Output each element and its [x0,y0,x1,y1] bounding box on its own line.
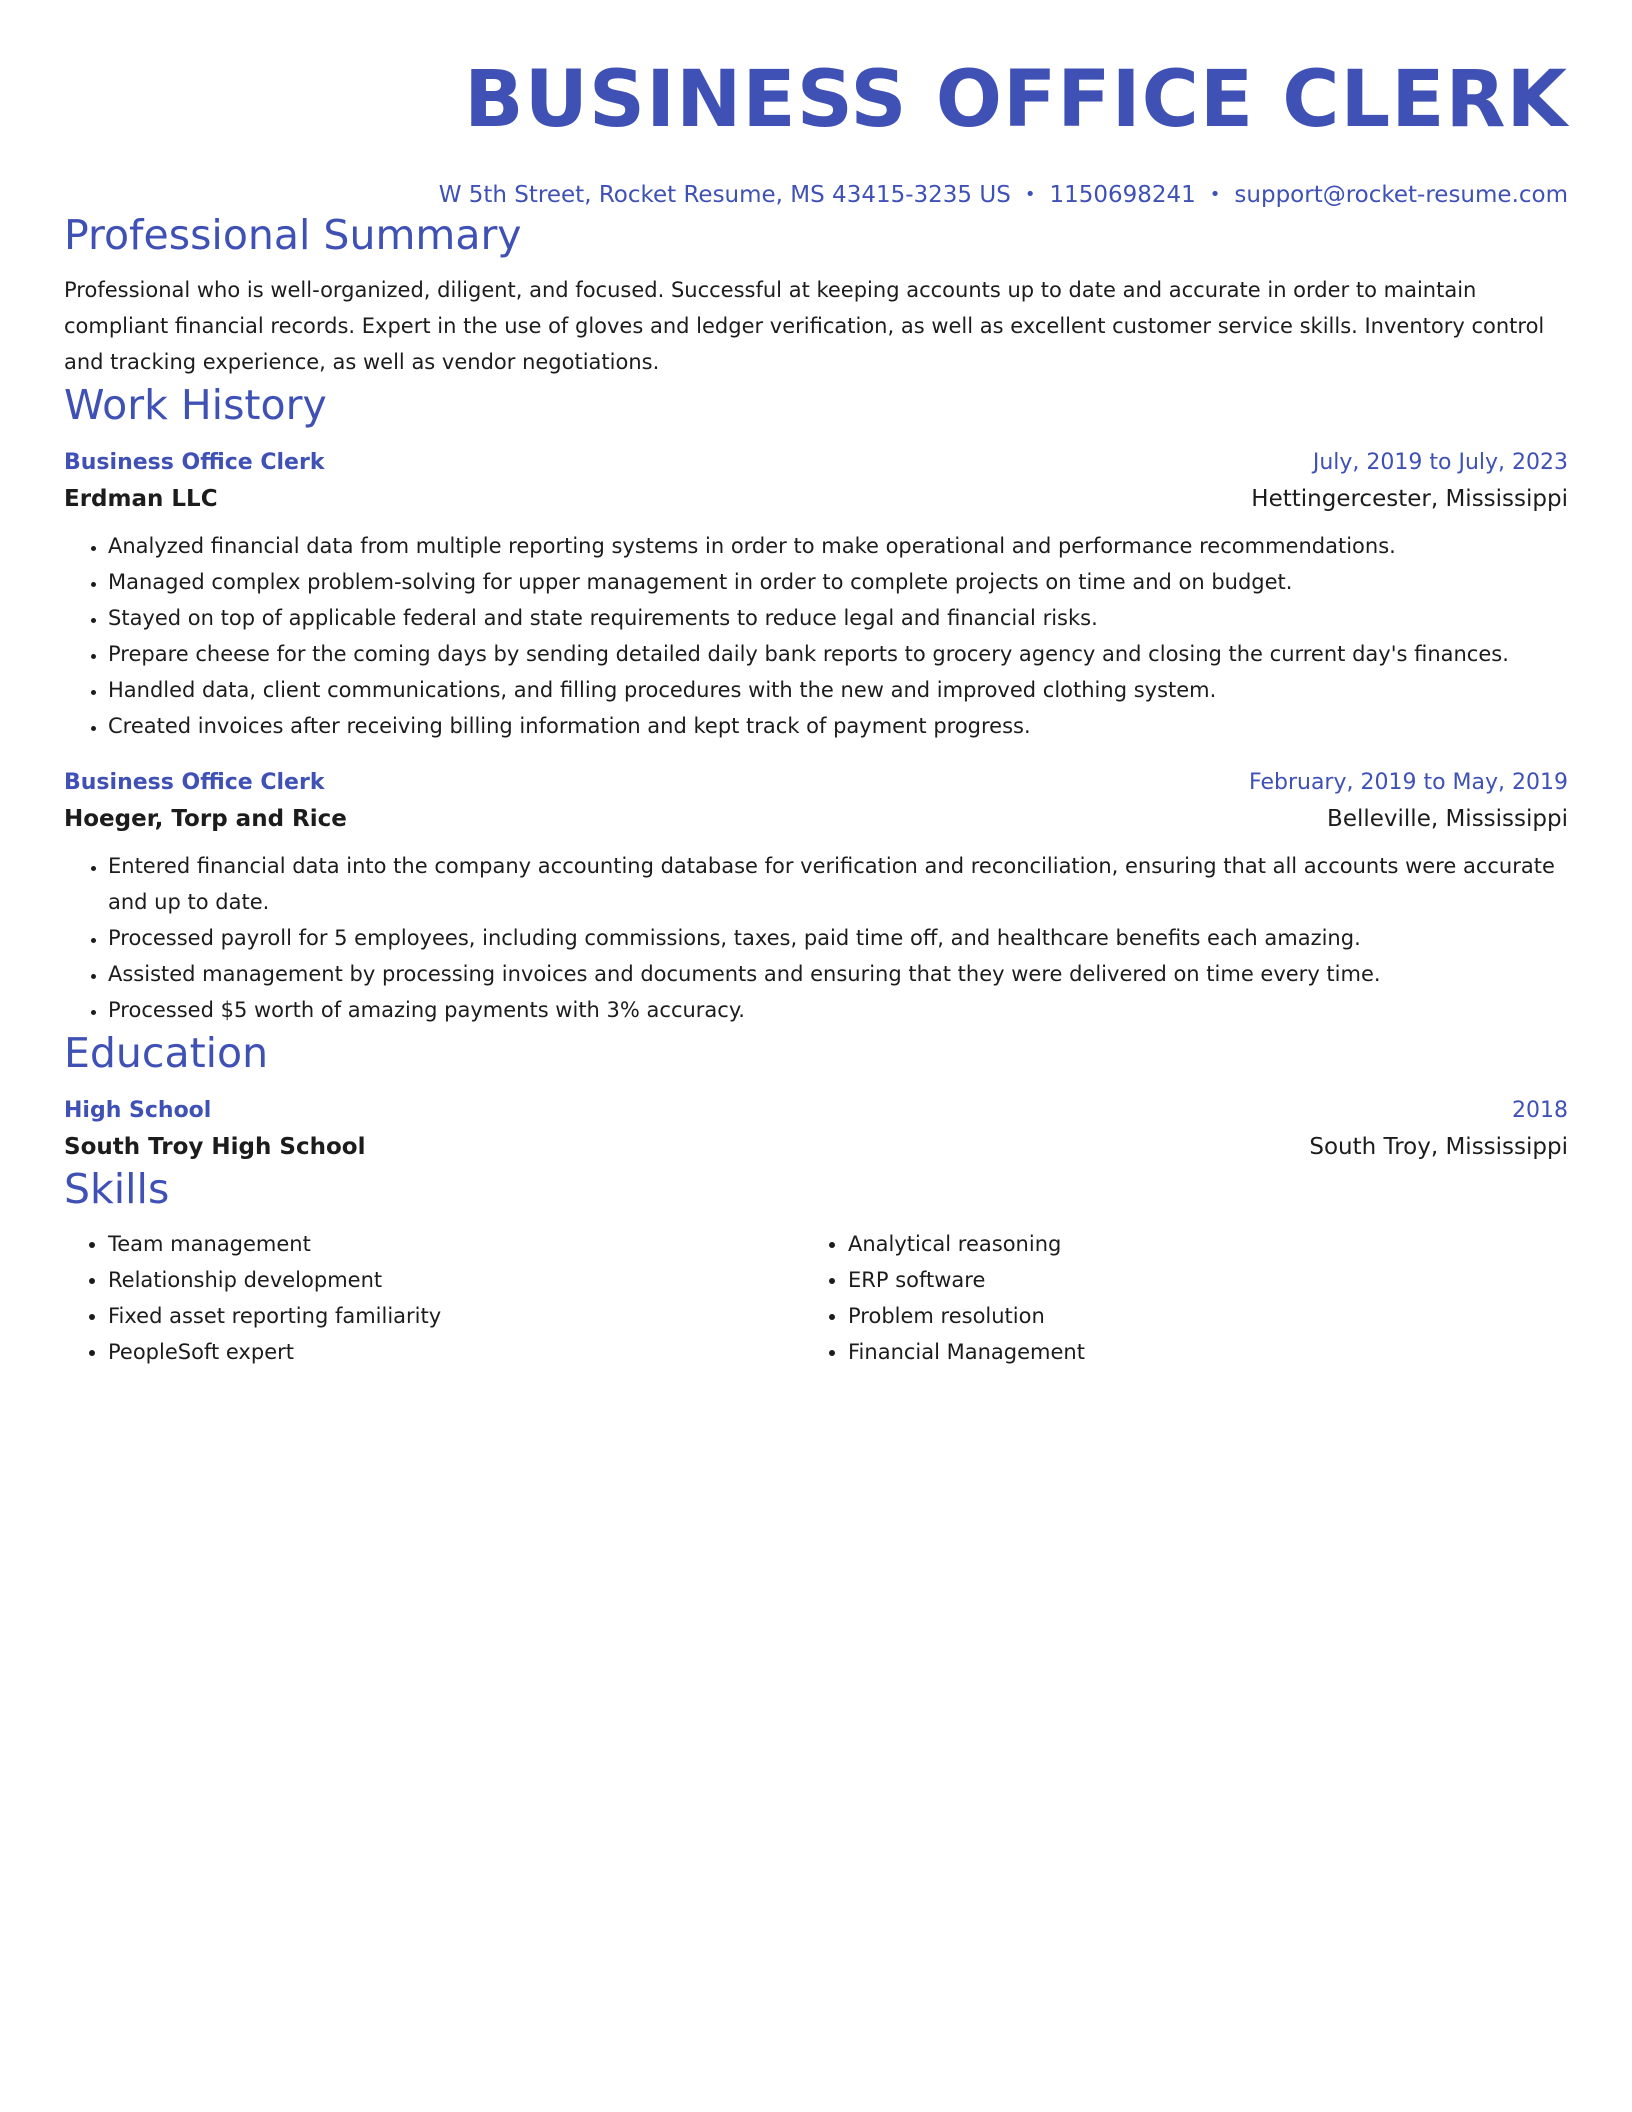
job-company: Hoeger, Torp and Rice [64,806,347,832]
skill-item: • Analytical reasoning [848,1226,1556,1262]
job-location: Hettingercester, Mississippi [1251,486,1568,512]
skill-item: • Problem resolution [848,1298,1556,1334]
work-history-heading: Work History [64,381,327,429]
job-company: Erdman LLC [64,486,218,512]
contact-address: W 5th Street, Rocket Resume, MS 43415-3235 US [438,182,1011,208]
job-bullets [64,528,1568,744]
contact-separator: • [1209,184,1221,205]
job-dates: February, 2019 to May, 2019 [1249,770,1568,795]
contact-separator: • [1024,184,1036,205]
job-bullet: • Entered financial data into the company accounting database for verification and reconciliation, ensuring that all accounts were accurate and up to date. [108,848,1568,920]
skill-item: • Financial Management [848,1334,1556,1370]
education-school: South Troy High School [64,1134,366,1160]
skill-item: • Relationship development [108,1262,804,1298]
education-subheader [64,1130,1568,1164]
education-degree: High School [64,1098,212,1123]
contact-phone: 1150698241 [1049,182,1196,208]
summary-heading: Professional Summary [64,211,522,259]
job-role: Business Office Clerk [64,770,325,795]
job-dates: July, 2019 to July, 2023 [1312,450,1568,475]
job-bullet: • Stayed on top of applicable federal and state requirements to reduce legal and financial risks. [108,600,1568,636]
job-location: Belleville, Mississippi [1327,806,1568,832]
contact-email[interactable]: support@rocket-resume.com [1234,182,1568,208]
job-bullet: • Managed complex problem-solving for upper management in order to complete projects on time and on budget. [108,564,1568,600]
education-heading: Education [64,1029,269,1077]
job-bullet: • Analyzed financial data from multiple reporting systems in order to make operational and performance recommendations. [108,528,1568,564]
skills-grid [64,1226,1568,1370]
job-bullet: • Handled data, client communications, and filling procedures with the new and improved clothing system. [108,672,1568,708]
skill-item: • Fixed asset reporting familiarity [108,1298,804,1334]
job-bullet: • Prepare cheese for the coming days by sending detailed daily bank reports to grocery agency and closing the current day's finances. [108,636,1568,672]
summary-text: Professional who is well-organized, diligent, and focused. Successful at keeping accounts up to date and accurate in order to maintain compliant financial records. Expert in the use of gloves and ledger verification, as well as excellent customer service skills. Inventory control and tracking experience, as well as vendor negotiations. [64,278,1545,374]
skill-item: • ERP software [848,1262,1556,1298]
job-role: Business Office Clerk [64,450,325,475]
education-header [64,1096,1568,1126]
job-header [64,448,1568,478]
contact-line [64,180,1568,210]
skills-column-left [64,1226,804,1370]
education-entry [64,1096,1568,1164]
resume-title: BUSINESS OFFICE CLERK [464,55,1568,145]
skill-item: • Team management [108,1226,804,1262]
job-bullet: • Processed $5 worth of amazing payments with 3% accuracy. [108,992,1568,1028]
job-bullet: • Processed payroll for 5 employees, including commissions, taxes, paid time off, and healthcare benefits each amazing. [108,920,1568,956]
job-subheader [64,482,1568,516]
skill-item: • PeopleSoft expert [108,1334,804,1370]
job-header [64,768,1568,798]
job-entry [64,448,1568,744]
job-bullets [64,848,1568,1028]
job-subheader [64,802,1568,836]
job-entry [64,768,1568,1028]
education-year: 2018 [1512,1098,1568,1123]
job-bullet: • Assisted management by processing invoices and documents and ensuring that they were delivered on time every time. [108,956,1568,992]
skills-heading: Skills [64,1165,170,1213]
job-bullet: • Created invoices after receiving billing information and kept track of payment progress. [108,708,1568,744]
education-location: South Troy, Mississippi [1309,1134,1568,1160]
skills-column-right [804,1226,1556,1370]
